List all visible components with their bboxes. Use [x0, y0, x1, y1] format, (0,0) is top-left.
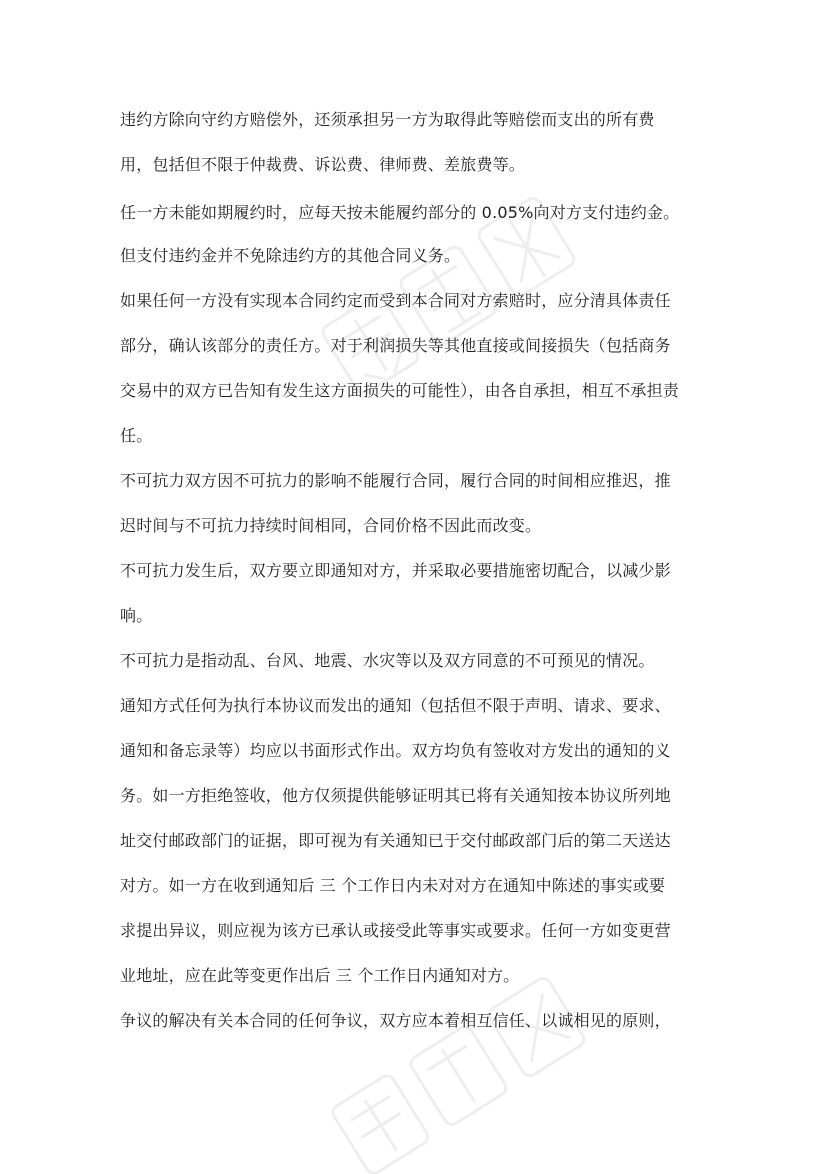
text-line: 交易中的双方已告知有发生这方面损失的可能性），由各自承担，相互不承担责 [120, 381, 680, 400]
text-line: 用，包括但不限于仲裁费、诉讼费、律师费、差旅费等。 [120, 155, 526, 174]
text-line: 不可抗力发生后，双方要立即通知对方，并采取必要措施密切配合，以减少影 [120, 561, 671, 580]
text-line: 通知方式任何为执行本协议而发出的通知（包括但不限于声明、请求、要求、 [120, 696, 671, 715]
text-line: 业地址，应在此等变更作出后 三 个工作日内通知对方。 [120, 966, 520, 985]
text-line: 迟时间与不可抗力持续时间相同，合同价格不因此而改变。 [120, 516, 542, 535]
text-line: 任。 [120, 426, 153, 445]
text-line: 如果任何一方没有实现本合同约定而受到本合同对方索赔时，应分清具体责任 [120, 291, 671, 310]
text-line: 但支付违约金并不免除违约方的其他合同义务。 [120, 246, 461, 265]
text-line: 址交付邮政部门的证据，即可视为有关通知已于交付邮政部门后的第二天送达 [120, 831, 671, 850]
text-line: 通知和备忘录等）均应以书面形式作出。双方均负有签收对方发出的通知的义 [120, 741, 671, 760]
text-line: 不可抗力是指动乱、台风、地震、水灾等以及双方同意的不可预见的情况。 [120, 651, 655, 670]
text-line: 务。如一方拒绝签收，他方仅须提供能够证明其已将有关通知按本协议所列地 [120, 786, 671, 805]
text-line: 响。 [120, 606, 153, 625]
text-line: 对方。如一方在收到通知后 三 个工作日内未对对方在通知中陈述的事实或要 [120, 876, 666, 895]
text-line: 部分，确认该部分的责任方。对于利润损失等其他直接或间接损失（包括商务 [120, 336, 671, 355]
text-line: 求提出异议，则应视为该方已承认或接受此等事实或要求。任何一方如变更营 [120, 921, 671, 940]
text-line: 不可抗力双方因不可抗力的影响不能履行合同，履行合同的时间相应推迟，推 [120, 471, 671, 490]
text-line: 任一方未能如期履约时，应每天按未能履约部分的 0.05%向对方支付违约金。 [120, 203, 680, 222]
text-line: 争议的解决有关本合同的任何争议，双方应本着相互信任、以诚相见的原则， [120, 1011, 671, 1030]
text-line: 违约方除向守约方赔偿外，还须承担另一方为取得此等赔偿而支出的所有费 [120, 110, 655, 129]
